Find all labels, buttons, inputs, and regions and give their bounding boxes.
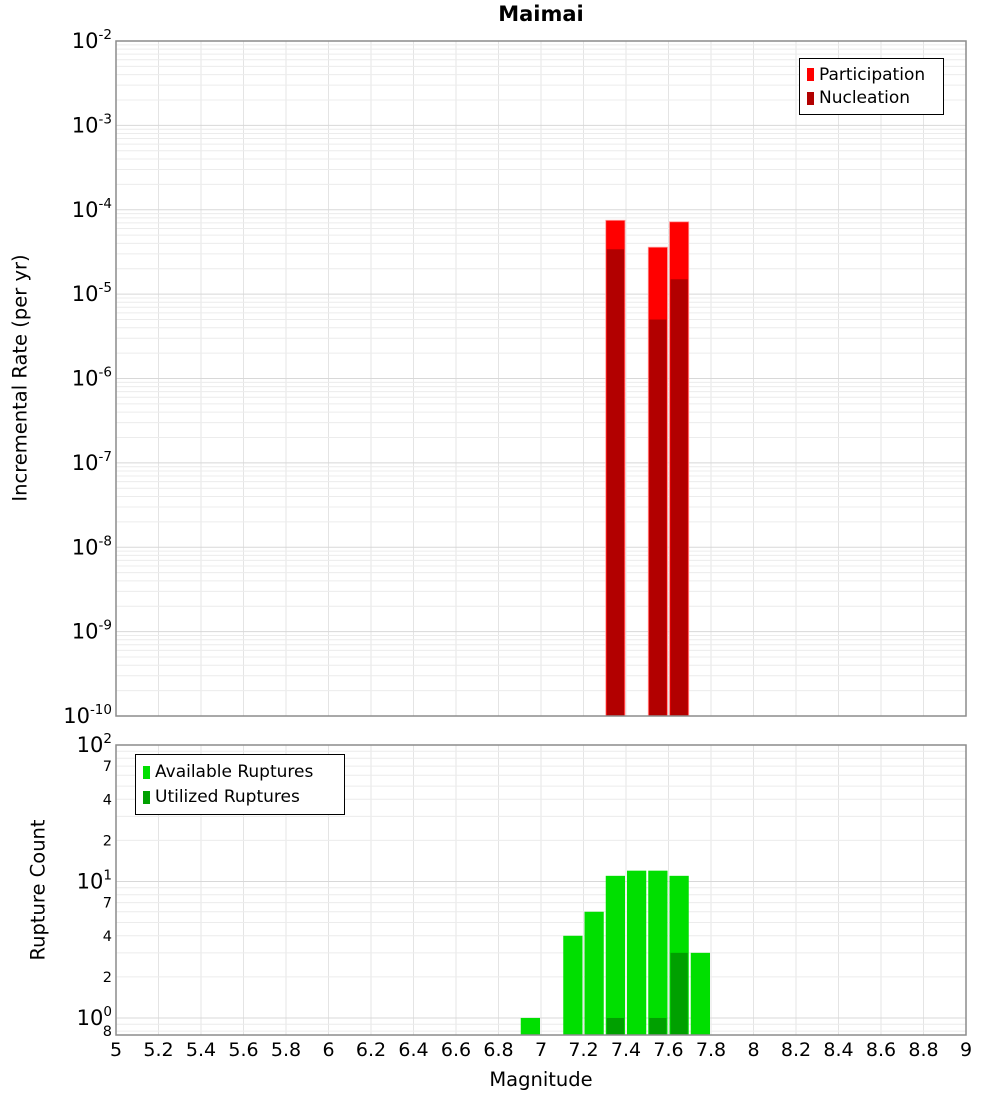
rate-legend (799, 58, 944, 115)
bar-utilized-ruptures (649, 1018, 666, 1035)
y-minor-tick-label: 8 (102, 1024, 112, 1041)
legend-item-available-ruptures (143, 762, 338, 782)
bar-available-ruptures (585, 912, 604, 1035)
x-tick-label: 8.4 (823, 1039, 854, 1061)
bar-available-ruptures (606, 876, 625, 1035)
utilized-ruptures-legend-label: Utilized Ruptures (155, 787, 300, 807)
x-tick-label: 6.6 (440, 1039, 472, 1061)
y-minor-tick-label: 7 (102, 895, 112, 912)
y-tick-label: $10^{-2}$ (71, 27, 112, 53)
nucleation-legend-label: Nucleation (819, 88, 911, 109)
x-tick-label: 7.2 (568, 1039, 599, 1061)
utilized-ruptures-swatch-icon (143, 791, 150, 804)
y-minor-tick-label: 2 (102, 969, 112, 986)
x-tick-label: 7 (534, 1039, 548, 1061)
y-tick-label: $10^{-9}$ (71, 617, 112, 644)
x-tick-label: 8 (747, 1039, 760, 1061)
chart-title: Maimai (498, 2, 584, 26)
y-minor-tick-label: 4 (102, 928, 112, 945)
x-tick-label: 8.6 (865, 1039, 897, 1061)
magnitude-axis-title: Magnitude (489, 1068, 593, 1091)
available-ruptures-legend-label: Available Ruptures (155, 762, 314, 782)
x-tick-label: 6.8 (483, 1039, 514, 1061)
x-tick-label: 7.4 (610, 1039, 642, 1061)
count-axis-title: Rupture Count (26, 819, 50, 961)
y-minor-tick-label: 4 (102, 792, 112, 809)
available-ruptures-swatch-icon (143, 766, 150, 779)
x-tick-label: 5 (109, 1039, 123, 1061)
y-tick-label: $10^{-10}$ (63, 702, 112, 728)
bar-available-ruptures (521, 1018, 540, 1035)
bar-nucleation (671, 279, 688, 716)
y-tick-label: $10^{-8}$ (71, 533, 112, 560)
y-minor-tick-label: 2 (102, 833, 112, 850)
x-tick-label: 7.8 (695, 1039, 727, 1061)
y-minor-tick-label: 7 (102, 759, 112, 776)
y-tick-label: $10^{-6}$ (71, 364, 112, 391)
x-tick-label: 9 (959, 1039, 973, 1061)
x-tick-label: 8.2 (780, 1039, 812, 1061)
bar-utilized-ruptures (607, 1018, 624, 1035)
y-tick-label: $10^{-7}$ (71, 448, 112, 475)
bar-nucleation (607, 249, 624, 716)
bar-available-ruptures (691, 953, 710, 1035)
rate-axis-title: Incremental Rate (per yr) (8, 254, 32, 502)
bar-available-ruptures (627, 871, 646, 1035)
y-tick-label: $10^{-4}$ (71, 195, 112, 222)
participation-swatch-icon (807, 68, 814, 81)
y-tick-label: $10^1$ (76, 867, 112, 894)
x-tick-label: 5.2 (143, 1039, 174, 1061)
y-tick-label: $10^0$ (76, 1003, 112, 1030)
x-tick-label: 5.4 (185, 1039, 217, 1061)
x-tick-label: 6.2 (355, 1039, 387, 1061)
y-tick-label: $10^2$ (76, 731, 112, 757)
legend-item-utilized-ruptures (143, 787, 338, 807)
y-tick-label: $10^{-3}$ (71, 111, 112, 138)
rupture-legend (135, 754, 345, 815)
bar-available-ruptures (648, 871, 667, 1035)
x-tick-label: 7.6 (653, 1039, 684, 1061)
x-tick-label: 6.4 (398, 1039, 429, 1061)
legend-item-participation (807, 65, 937, 85)
x-tick-label: 5.6 (228, 1039, 259, 1061)
y-tick-label: $10^{-5}$ (71, 280, 112, 307)
bar-available-ruptures (563, 936, 582, 1035)
x-tick-label: 8.8 (908, 1039, 939, 1061)
bar-utilized-ruptures (671, 953, 688, 1035)
bar-nucleation (649, 320, 666, 716)
participation-legend-label: Participation (819, 64, 926, 85)
x-tick-label: 5.8 (270, 1039, 302, 1061)
nucleation-swatch-icon (807, 92, 814, 105)
legend-item-nucleation (807, 88, 937, 108)
x-tick-label: 6 (322, 1039, 335, 1061)
